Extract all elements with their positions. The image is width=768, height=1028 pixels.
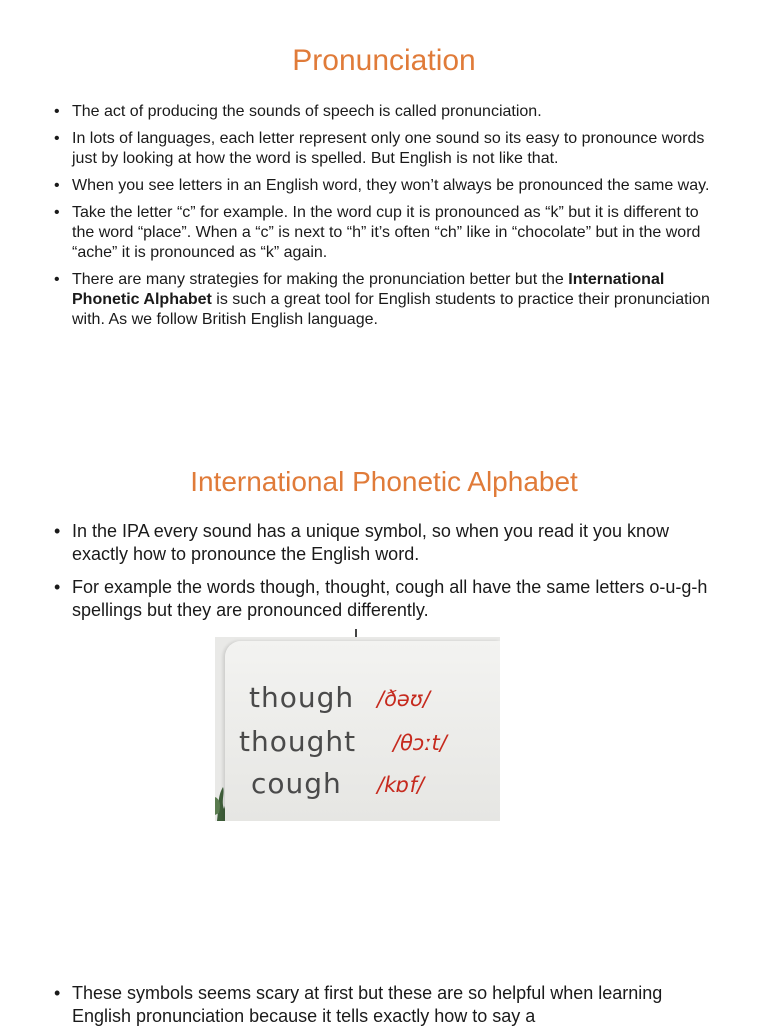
ipa-term-bold: International Phonetic Alphabet: [72, 271, 665, 308]
ipa-word-cough: cough: [251, 767, 342, 800]
list-item: • For example the words though, thought, cough all have the same letters o-u-g-h spellings but they are pronounced differently.: [52, 576, 722, 622]
list-item: • Take the letter “c” for example. In the word cup it is pronounced as “k” but it is different to the word “place”. When a “c” is next to “h” it’s often “ch” like in “chocolate” but in the word “ache” it is pronounced as “k” again.: [52, 203, 722, 263]
ipa-example-image: [215, 637, 500, 821]
list-item: • The act of producing the sounds of speech is called pronunciation.: [52, 102, 722, 122]
ipa-symbol-cough: /kɒf/: [377, 773, 425, 797]
list-item-text: is such a great tool for English students to practice their pronunciation with. As we follow British English language.: [72, 291, 710, 328]
ipa-card: [225, 641, 500, 821]
pronunciation-bullet-list: [52, 102, 722, 337]
list-item: • In lots of languages, each letter represent only one sound so its easy to pronounce words just by looking at how the word is spelled. But English is not like that.: [52, 129, 722, 169]
list-item: • When you see letters in an English word, they won’t always be pronounced the same way.: [52, 176, 722, 196]
section-title: International Phonetic Alphabet: [190, 466, 578, 497]
ipa-bullet-list: [52, 520, 722, 632]
ipa-symbol-thought: /θɔːt/: [393, 731, 447, 755]
list-item: [52, 270, 722, 330]
page-title: Pronunciation: [292, 44, 476, 77]
list-item: • These symbols seems scary at first but these are so helpful when learning English pronunciation because it tells exactly how to say a: [52, 982, 722, 1028]
symbols-bullet-list: [52, 982, 722, 1028]
list-item-text: There are many strategies for making the pronunciation better but the: [72, 271, 569, 288]
ipa-word-thought: thought: [239, 725, 357, 758]
list-item: • In the IPA every sound has a unique symbol, so when you read it you know exactly how to pronounce the English word.: [52, 520, 722, 566]
ipa-word-though: though: [249, 681, 355, 714]
ipa-symbol-though: /ðəʊ/: [377, 687, 430, 711]
